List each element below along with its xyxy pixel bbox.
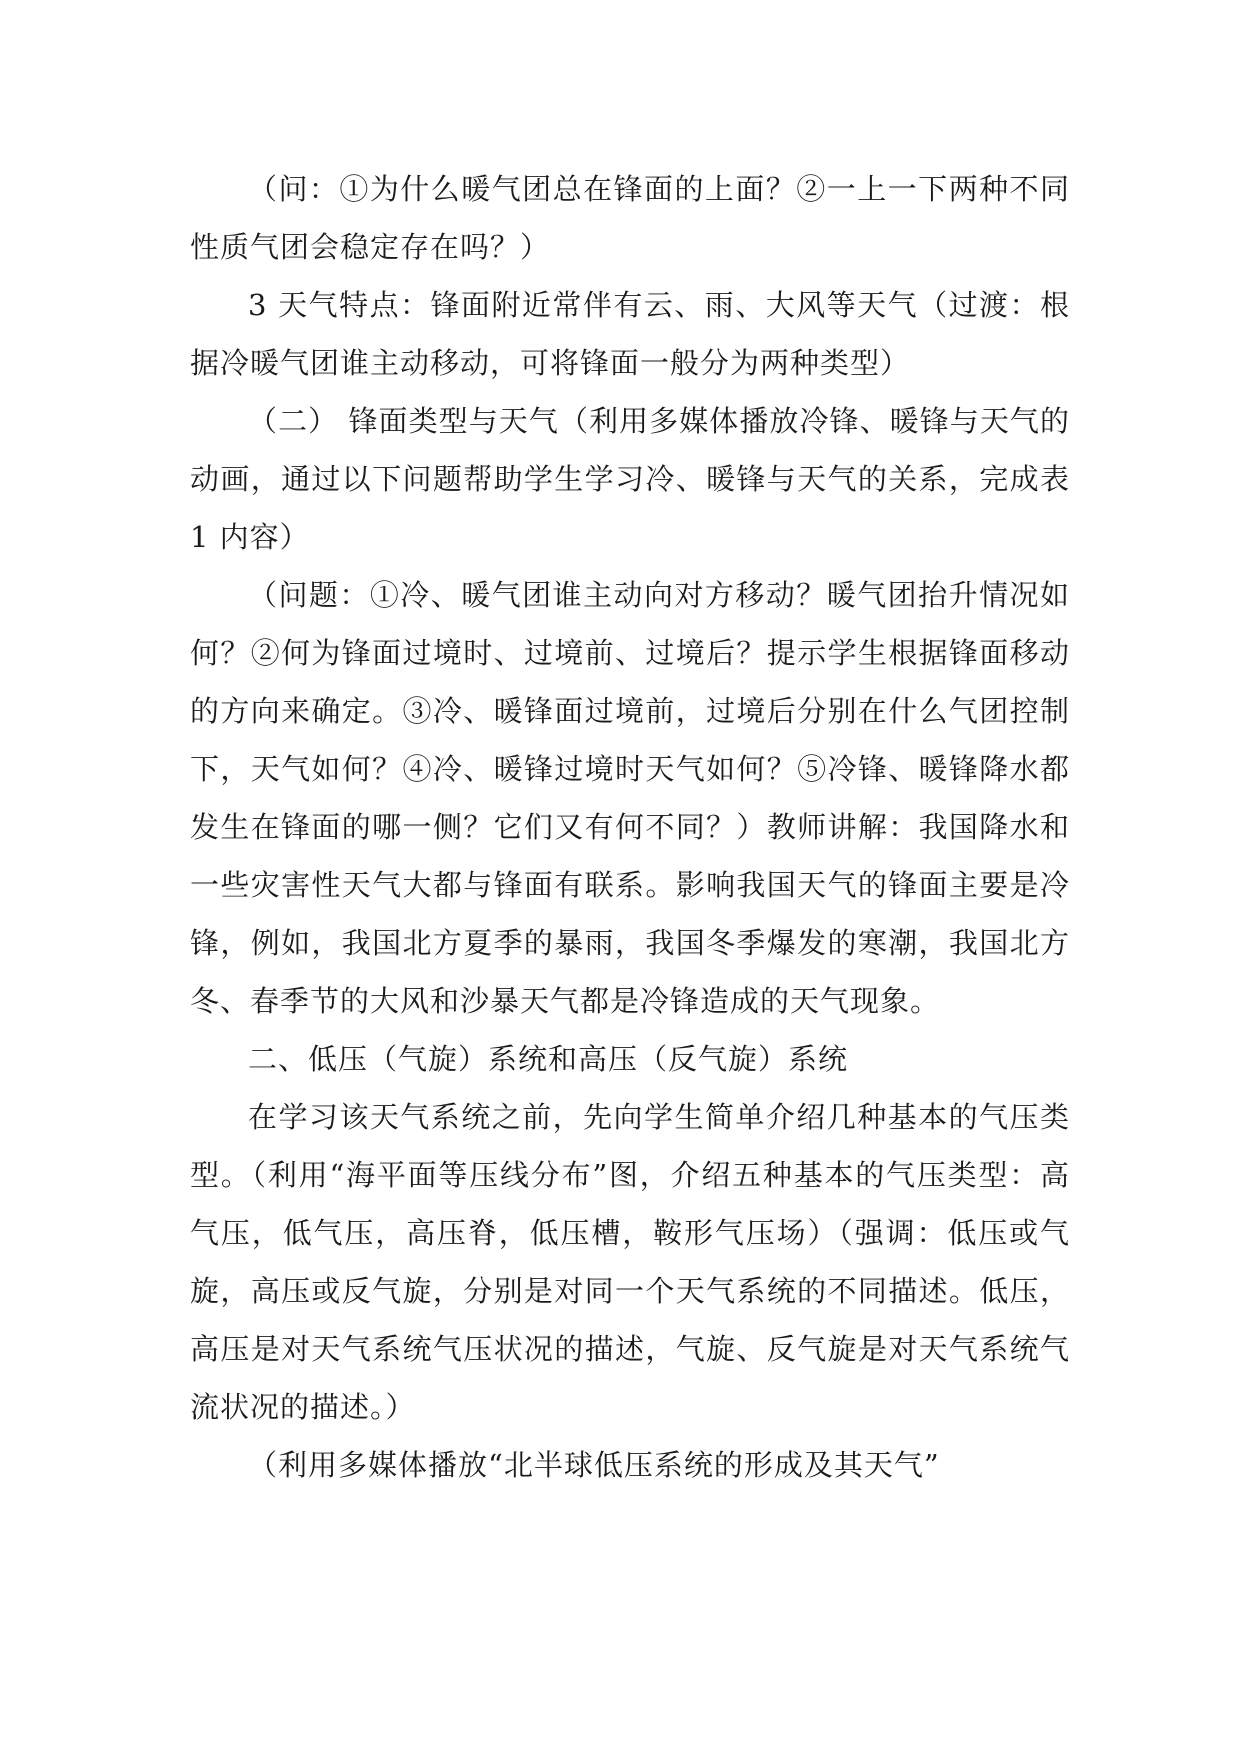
paragraph-question-warm-air-mass: （问：①为什么暖气团总在锋面的上面？②一上一下两种不同性质气团会稳定存在吗？）	[190, 172, 1070, 264]
section-heading-pressure-systems: 二、低压（气旋）系统和高压（反气旋）系统	[248, 1042, 849, 1076]
paragraph-multimedia-low-pressure: （利用多媒体播放“北半球低压系统的形成及其天气”	[248, 1448, 940, 1482]
paragraph-front-questions: （问题：①冷、暖气团谁主动向对方移动？暖气团抬升情况如何？②何为锋面过境时、过境前、过境后？提示学生根据锋面移动的方向来确定。③冷、暖锋面过境前，过境后分别在什么气团控制下，天气如何？④冷、暖锋过境时天气如何？⑤冷锋、暖锋降水都发生在锋面的哪一侧？它们又有何不同？）教师讲解：我国降水和一些灾害性天气大都与锋面有联系。影响我国天气的锋面主要是冷锋，例如，我国北方夏季的暴雨，我国冬季爆发的寒潮，我国北方冬、春季节的大风和沙暴天气都是冷锋造成的天气现象。	[190, 578, 1070, 1018]
document-body	[190, 160, 1070, 1494]
paragraph-front-types-heading: （二） 锋面类型与天气（利用多媒体播放冷锋、暖锋与天气的动画，通过以下问题帮助学生学习冷、暖锋与天气的关系，完成表 1 内容）	[190, 404, 1070, 554]
paragraph-weather-features: 3 天气特点：锋面附近常伴有云、雨、大风等天气（过渡：根据冷暖气团谁主动移动，可将锋面一般分为两种类型）	[190, 288, 1070, 380]
paragraph-pressure-types: 在学习该天气系统之前，先向学生简单介绍几种基本的气压类型。（利用“海平面等压线分布”图，介绍五种基本的气压类型：高气压，低气压，高压脊，低压槽，鞍形气压场）（强调：低压或气旋，高压或反气旋，分别是对同一个天气系统的不同描述。低压，高压是对天气系统气压状况的描述，气旋、反气旋是对天气系统气流状况的描述。）	[190, 1100, 1070, 1424]
